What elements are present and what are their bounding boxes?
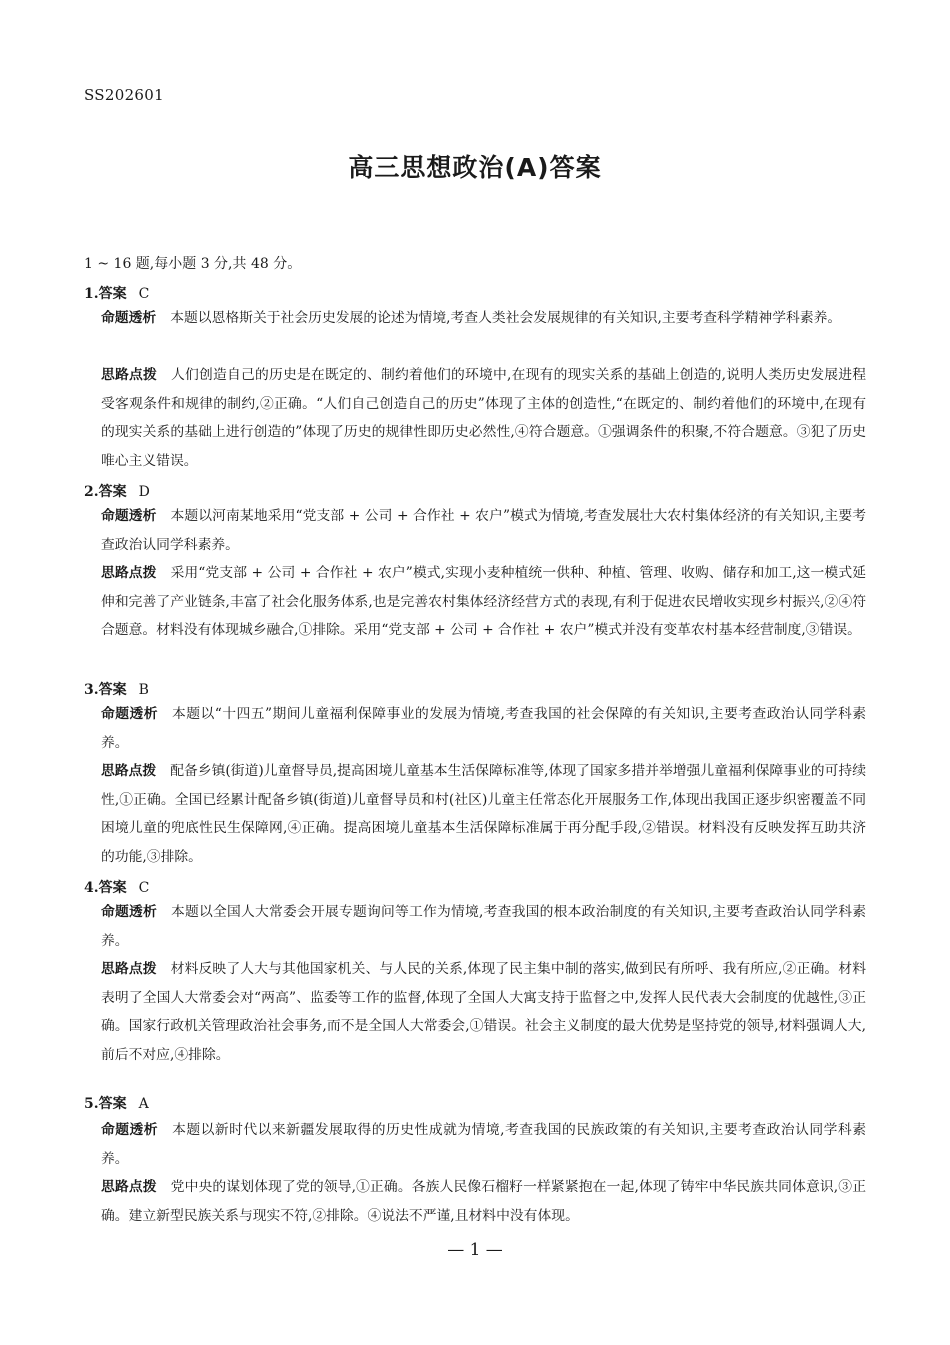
answer-line-5 [84,1093,149,1113]
analysis-paragraph-4 [101,898,866,955]
hint-text: 人们创造自己的历史是在既定的、制约着他们的环境中,在现有的现实关系的基础上创造的,说明人类历史发展进程受客观条件和规律的制约,②正确。“人们自己创造自己的历史”体现了主体的创造性,“在既定的、制约着他们的环境中,在现有的现实关系的基础上进行创造的”体现了历史的规律性即历史必然性,④符合题意。①强调条件的积聚,不符合题意。③犯了历史唯心主义错误。 [101,367,867,469]
answer-label: 答案 [98,484,127,500]
analysis-text: 本题以新时代以来新疆发展取得的历史性成就为情境,考查我国的民族政策的有关知识,主要考查政治认同学科素养。 [101,1122,866,1167]
question-number: 1. [84,286,99,302]
answer-value: A [138,1096,149,1112]
answer-line-1 [84,283,149,303]
analysis-label: 命题透析 [101,508,157,524]
analysis-text: 本题以恩格斯关于社会历史发展的论述为情境,考查人类社会发展规律的有关知识,主要考查科学精神学科素养。 [170,310,842,326]
analysis-label: 命题透析 [101,904,158,920]
question-number: 3. [84,682,99,698]
analysis-label: 命题透析 [101,1122,159,1138]
hint-label: 思路点拨 [101,565,157,581]
answer-label: 答案 [98,682,127,698]
question-number: 5. [84,1096,99,1112]
hint-text: 配备乡镇(街道)儿童督导员,提高困境儿童基本生活保障标准等,体现了国家多措并举增强儿童福利保障事业的可持续性,①正确。全国已经累计配备乡镇(街道)儿童督导员和村(社区)儿童主任常态化开展服务工作,体现出我国正逐步织密覆盖不同困境儿童的兜底性民生保障网,④正确。提高困境儿童基本生活保障标准属于再分配手段,②错误。材料没有反映发挥互助共济的功能,③排除。 [101,763,866,865]
analysis-text: 本题以河南某地采用“党支部 + 公司 + 合作社 + 农户”模式为情境,考查发展壮大农村集体经济的有关知识,主要考查政治认同学科素养。 [101,508,866,553]
document-code: SS202601 [84,86,164,104]
question-number: 4. [84,880,99,896]
analysis-paragraph-5 [101,1116,866,1173]
analysis-text: 本题以全国人大常委会开展专题询问等工作为情境,考查我国的根本政治制度的有关知识,主要考查政治认同学科素养。 [101,904,867,949]
page-number: — 1 — [447,1240,503,1260]
hint-paragraph-4 [101,955,866,1069]
hint-paragraph-5 [101,1173,866,1230]
hint-label: 思路点拨 [101,763,157,779]
answer-value: C [138,286,150,302]
answer-value: B [138,682,149,698]
page-title: 高三思想政治(A)答案 [348,153,602,182]
hint-text: 党中央的谋划体现了党的领导,①正确。各族人民像石榴籽一样紧紧抱在一起,体现了铸牢中华民族共同体意识,③正确。建立新型民族关系与现实不符,②排除。④说法不严谨,且材料中没有体现。 [101,1179,867,1224]
hint-label: 思路点拨 [101,1179,157,1195]
analysis-label: 命题透析 [101,310,157,326]
hint-paragraph-2 [101,559,866,645]
hint-paragraph-1 [101,361,866,475]
hint-paragraph-3 [101,757,866,871]
answer-line-2 [84,481,150,501]
question-number: 2. [84,484,99,500]
hint-text: 材料反映了人大与其他国家机关、与人民的关系,体现了民主集中制的落实,做到民有所呼、我有所应,②正确。材料表明了全国人大常委会对“两高”、监委等工作的监督,体现了全国人大寓支持于监督之中,发挥人民代表大会制度的优越性,③正确。国家行政机关管理政治社会事务,而不是全国人大常委会,①错误。社会主义制度的最大优势是坚持党的领导,材料强调人大,前后不对应,④排除。 [101,961,867,1063]
analysis-paragraph-1 [101,304,866,333]
analysis-paragraph-2 [101,502,866,559]
answer-label: 答案 [98,286,127,302]
hint-text: 采用“党支部 + 公司 + 合作社 + 农户”模式,实现小麦种植统一供种、种植、管理、收购、储存和加工,这一模式延伸和完善了产业链条,丰富了社会化服务体系,也是完善农村集体经济经营方式的表现,有利于促进农民增收实现乡村振兴,②④符合题意。材料没有体现城乡融合,①排除。采用“党支部 + 公司 + 合作社 + 农户”模式并没有变革农村基本经营制度,③错误。 [101,565,866,638]
hint-label: 思路点拨 [101,961,157,977]
analysis-text: 本题以“十四五”期间儿童福利保障事业的发展为情境,考查我国的社会保障的有关知识,主要考查政治认同学科素养。 [101,706,866,751]
answer-line-4 [84,877,149,897]
analysis-paragraph-3 [101,700,866,757]
hint-label: 思路点拨 [101,367,158,383]
answer-value: C [138,880,150,896]
analysis-label: 命题透析 [101,706,158,722]
section-intro: 1 ~ 16 题,每小题 3 分,共 48 分。 [84,256,302,272]
answer-label: 答案 [98,1096,127,1112]
answer-label: 答案 [98,880,127,896]
answer-value: D [138,484,150,500]
answer-line-3 [84,679,149,699]
